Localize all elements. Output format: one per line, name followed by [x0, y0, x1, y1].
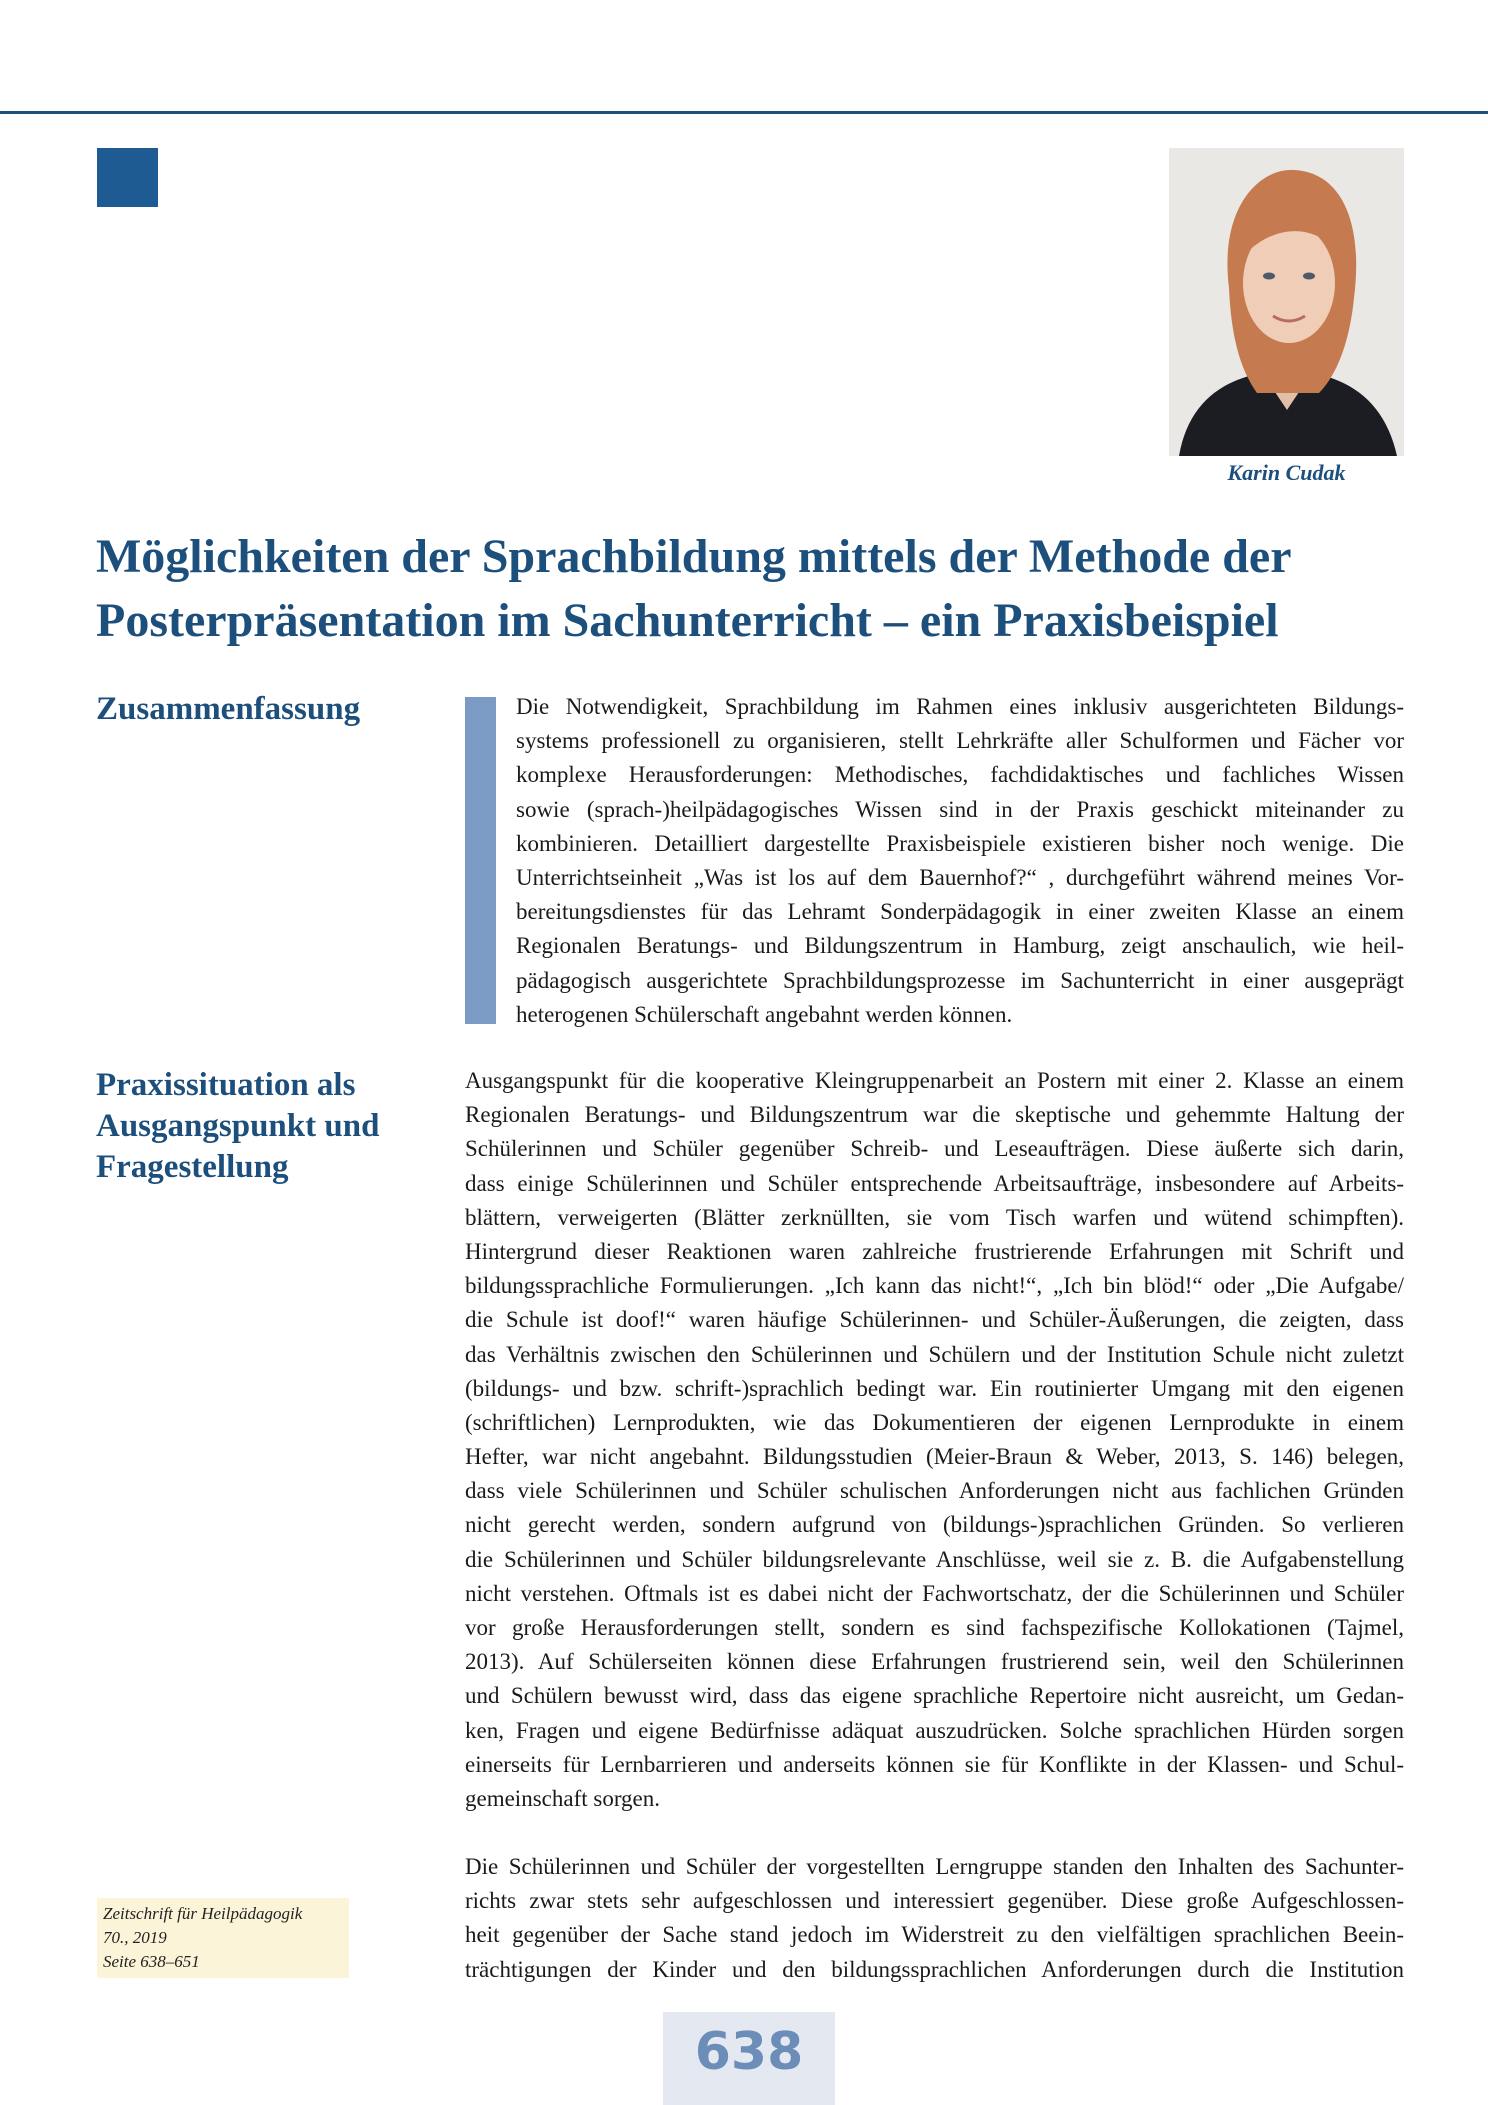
body-line: Ausgangspunkt für die kooperative Kleingruppenarbeit an Postern mit einer 2. Klasse an einem	[465, 1068, 1404, 1093]
journal-citation	[97, 1898, 349, 1978]
abstract-heading	[96, 689, 360, 730]
section-heading	[96, 1065, 379, 1188]
journal-volume: 70., 2019	[103, 1928, 167, 1947]
body-line: die Schülerinnen und Schüler bildungsrelevante Anschlüsse, weil sie z. B. die Aufgabenstellung	[465, 1546, 1404, 1572]
title-line: Möglichkeiten der Sprachbildung mittels der Methode der	[96, 530, 1292, 583]
title-line: Posterpräsentation im Sachunterricht – ein Praxisbeispiel	[96, 594, 1279, 647]
abstract-line: Regionalen Beratungs- und Bildungszentrum in Hamburg, zeigt anschaulich, wie heil-	[516, 933, 1404, 959]
body-line: 2013). Auf Schülerseiten können diese Erfahrungen frustrierend sein, weil den Schülerinnen	[465, 1649, 1404, 1675]
body-line: dass viele Schülerinnen und Schüler schulischen Anforderungen nicht aus fachlichen Gründen	[465, 1478, 1404, 1504]
top-rule	[0, 111, 1488, 114]
abstract-line: bereitungsdienstes für das Lehramt Sonderpädagogik in einer zweiten Klasse an einem	[516, 899, 1404, 925]
body-line: (schriftlichen) Lernprodukten, wie das Dokumentieren der eigenen Lernprodukte in einem	[465, 1409, 1404, 1435]
body-line: Schülerinnen und Schüler gegenüber Schreib- und Leseaufträgen. Diese äußerte sich darin,	[465, 1136, 1404, 1162]
body-line: dass einige Schülerinnen und Schüler entsprechende Arbeitsaufträge, insbesondere auf Arbeits-	[465, 1170, 1404, 1196]
page-number: 638	[663, 2012, 835, 2105]
body-line: bildungssprachliche Formulierungen. „Ich kann das nicht!“, „Ich bin blöd!“ oder „Die Aufgabe/	[465, 1273, 1404, 1299]
abstract-line: komplexe Herausforderungen: Methodisches, fachdidaktisches und fachliches Wissen	[516, 762, 1404, 788]
journal-name: Zeitschrift für Heilpädagogik	[103, 1904, 303, 1923]
body-line: einerseits für Lernbarrieren und anderseits können sie für Konflikte in der Klassen- und Schul-	[465, 1751, 1404, 1777]
body-line: nicht verstehen. Oftmals ist es dabei nicht der Fachwortschatz, der die Schülerinnen und Schüler	[465, 1580, 1404, 1606]
abstract-text	[516, 690, 1404, 1032]
abstract-heading-text: Zusammenfassung	[96, 691, 361, 727]
abstract-line: kombinieren. Detailliert dargestellte Praxisbeispiele existieren bisher noch wenige. Die	[516, 830, 1404, 856]
author-name: Karin Cudak	[1227, 460, 1346, 485]
section-heading-line: Praxissituation als	[96, 1067, 356, 1103]
body-line: nicht gerecht werden, sondern aufgrund von (bildungs-)sprachlichen Gründen. So verlieren	[465, 1512, 1404, 1538]
author-photo	[1169, 148, 1404, 456]
body-line: Regionalen Beratungs- und Bildungszentrum war die skeptische und gehemmte Haltung der	[465, 1102, 1404, 1128]
section-heading-line: Fragestellung	[96, 1149, 289, 1185]
body-line: Hefter, war nicht angebahnt. Bildungsstudien (Meier-Braun & Weber, 2013, S. 146) belegen,	[465, 1444, 1404, 1470]
abstract-line: systems professionell zu organisieren, stellt Lehrkräfte aller Schulformen und Fächer vor	[516, 728, 1404, 754]
body-line: (bildungs- und bzw. schrift-)sprachlich bedingt war. Ein routinierter Umgang mit den eigenen	[465, 1375, 1404, 1401]
abstract-accent-bar	[465, 697, 496, 1024]
body-line: Hintergrund dieser Reaktionen waren zahlreiche frustrierende Erfahrungen mit Schrift und	[465, 1238, 1404, 1264]
abstract-line: sowie (sprach-)heilpädagogisches Wissen sind in der Praxis geschickt miteinander zu	[516, 796, 1404, 822]
body-line: blättern, verweigerten (Blätter zerknüllten, sie vom Tisch warfen und wütend schimpften).	[465, 1204, 1404, 1230]
abstract-line: Unterrichtseinheit „Was ist los auf dem Bauernhof?“ , durchgeführt während meines Vor-	[516, 864, 1404, 890]
body-line: richts zwar stets sehr aufgeschlossen und interessiert gegenüber. Diese große Aufgeschlossen-	[465, 1888, 1404, 1914]
body-line: trächtigungen der Kinder und den bildungssprachlichen Anforderungen durch die Institution	[465, 1956, 1404, 1982]
body-line: Die Schülerinnen und Schüler der vorgestellten Lerngruppe standen den Inhalten des Sachunter-	[465, 1854, 1404, 1879]
body-line: das Verhältnis zwischen den Schülerinnen und Schülern und der Institution Schule nicht zuletzt	[465, 1341, 1404, 1367]
body-line: ken, Fragen und eigene Bedürfnisse adäquat auszudrücken. Solche sprachlichen Hürden sorgen	[465, 1717, 1404, 1743]
body-line: die Schule ist doof!“ waren häufige Schülerinnen- und Schüler-Äußerungen, die zeigten, dass	[465, 1307, 1404, 1333]
body-line: und Schülern bewusst wird, dass das eigene sprachliche Repertoire nicht ausreicht, um Gedan-	[465, 1683, 1404, 1709]
abstract-line: pädagogisch ausgerichtete Sprachbildungsprozesse im Sachunterricht in einer ausgeprägt	[516, 967, 1404, 993]
section-heading-line: Ausgangspunkt und	[96, 1108, 380, 1144]
body-paragraph-2	[465, 1850, 1404, 1987]
body-paragraph-1	[465, 1064, 1404, 1816]
journal-pages: Seite 638–651	[103, 1952, 200, 1971]
article-title	[96, 525, 1426, 653]
abstract-line: Die Notwendigkeit, Sprachbildung im Rahmen eines inklusiv ausgerichteten Bildungs-	[516, 694, 1404, 719]
header-square-decoration	[97, 148, 158, 207]
body-line: vor große Herausforderungen stellt, sondern es sind fachspezifische Kollokationen (Tajmel,	[465, 1615, 1404, 1640]
body-line: heit gegenüber der Sache stand jedoch im Widerstreit zu den vielfältigen sprachlichen Beein-	[465, 1922, 1404, 1948]
author-portrait-icon	[1169, 148, 1404, 456]
body-line: gemeinschaft sorgen.	[465, 1785, 661, 1811]
abstract-line: heterogenen Schülerschaft angebahnt werden können.	[516, 1001, 1013, 1027]
